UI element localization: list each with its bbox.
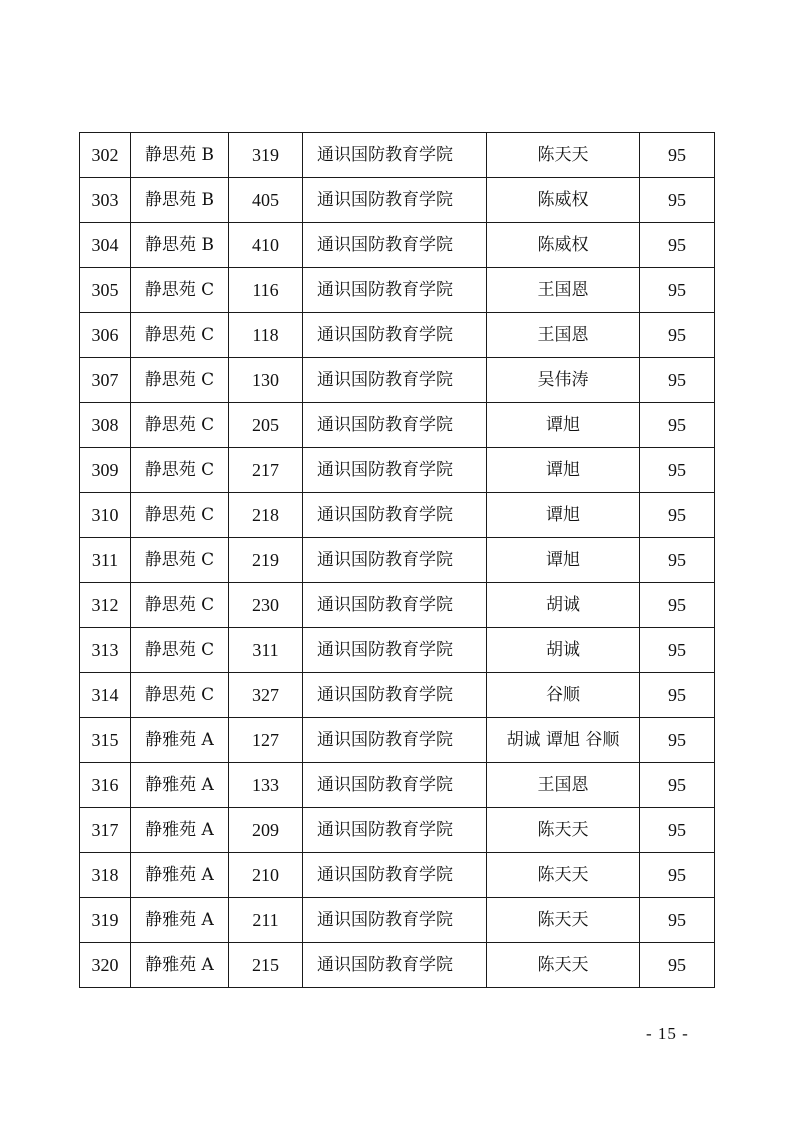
college-cell: 通识国防教育学院 [303,493,487,538]
score-cell: 95 [640,718,715,763]
college-cell: 通识国防教育学院 [303,358,487,403]
row-number-cell: 307 [80,358,131,403]
score-cell: 95 [640,178,715,223]
score-cell: 95 [640,583,715,628]
table-row [80,718,715,763]
building-cell: 静雅苑 A [131,808,229,853]
counselor-cell: 王国恩 [487,763,640,808]
counselor-cell: 谭旭 [487,538,640,583]
building-cell: 静思苑 C [131,673,229,718]
building-cell: 静思苑 B [131,178,229,223]
score-cell: 95 [640,898,715,943]
building-cell: 静思苑 C [131,268,229,313]
building-cell: 静思苑 B [131,223,229,268]
college-cell: 通识国防教育学院 [303,538,487,583]
building-cell: 静雅苑 A [131,718,229,763]
building-cell: 静思苑 C [131,313,229,358]
building-cell: 静思苑 C [131,448,229,493]
table-row [80,628,715,673]
college-cell: 通识国防教育学院 [303,853,487,898]
table-row [80,673,715,718]
score-cell: 95 [640,268,715,313]
counselor-cell: 谭旭 [487,493,640,538]
building-cell: 静思苑 B [131,133,229,178]
room-number-cell: 410 [229,223,303,268]
room-number-cell: 327 [229,673,303,718]
room-number-cell: 215 [229,943,303,988]
row-number-cell: 308 [80,403,131,448]
college-cell: 通识国防教育学院 [303,403,487,448]
score-cell: 95 [640,448,715,493]
table-row [80,403,715,448]
counselor-cell: 陈天天 [487,943,640,988]
counselor-cell: 胡诚 谭旭 谷顺 [487,718,640,763]
room-number-cell: 217 [229,448,303,493]
score-cell: 95 [640,313,715,358]
row-number-cell: 302 [80,133,131,178]
table-row [80,943,715,988]
college-cell: 通识国防教育学院 [303,313,487,358]
row-number-cell: 303 [80,178,131,223]
counselor-cell: 胡诚 [487,628,640,673]
counselor-cell: 陈天天 [487,853,640,898]
room-number-cell: 205 [229,403,303,448]
score-cell: 95 [640,358,715,403]
row-number-cell: 315 [80,718,131,763]
row-number-cell: 312 [80,583,131,628]
counselor-cell: 陈威权 [487,223,640,268]
row-number-cell: 314 [80,673,131,718]
counselor-cell: 谭旭 [487,403,640,448]
counselor-cell: 陈威权 [487,178,640,223]
score-cell: 95 [640,943,715,988]
score-cell: 95 [640,673,715,718]
counselor-cell: 谭旭 [487,448,640,493]
row-number-cell: 313 [80,628,131,673]
table-body [80,133,715,988]
building-cell: 静思苑 C [131,538,229,583]
college-cell: 通识国防教育学院 [303,673,487,718]
score-cell: 95 [640,763,715,808]
room-number-cell: 219 [229,538,303,583]
building-cell: 静雅苑 A [131,853,229,898]
college-cell: 通识国防教育学院 [303,268,487,313]
table-row [80,493,715,538]
row-number-cell: 318 [80,853,131,898]
room-number-cell: 210 [229,853,303,898]
table-row [80,313,715,358]
row-number-cell: 311 [80,538,131,583]
counselor-cell: 陈天天 [487,898,640,943]
college-cell: 通识国防教育学院 [303,448,487,493]
room-number-cell: 218 [229,493,303,538]
table-row [80,853,715,898]
table-row [80,808,715,853]
room-number-cell: 311 [229,628,303,673]
building-cell: 静思苑 C [131,583,229,628]
table-row [80,898,715,943]
score-cell: 95 [640,538,715,583]
room-number-cell: 405 [229,178,303,223]
room-number-cell: 211 [229,898,303,943]
table-row [80,583,715,628]
college-cell: 通识国防教育学院 [303,718,487,763]
building-cell: 静思苑 C [131,628,229,673]
row-number-cell: 305 [80,268,131,313]
score-cell: 95 [640,493,715,538]
score-cell: 95 [640,223,715,268]
counselor-cell: 谷顺 [487,673,640,718]
counselor-cell: 王国恩 [487,313,640,358]
score-cell: 95 [640,808,715,853]
score-cell: 95 [640,133,715,178]
room-number-cell: 127 [229,718,303,763]
table-row [80,178,715,223]
table-row [80,133,715,178]
room-number-cell: 133 [229,763,303,808]
counselor-cell: 胡诚 [487,583,640,628]
inspection-table [79,132,715,988]
score-cell: 95 [640,403,715,448]
room-number-cell: 118 [229,313,303,358]
row-number-cell: 320 [80,943,131,988]
counselor-cell: 陈天天 [487,133,640,178]
score-cell: 95 [640,853,715,898]
row-number-cell: 310 [80,493,131,538]
college-cell: 通识国防教育学院 [303,133,487,178]
room-number-cell: 209 [229,808,303,853]
score-cell: 95 [640,628,715,673]
room-number-cell: 319 [229,133,303,178]
row-number-cell: 319 [80,898,131,943]
college-cell: 通识国防教育学院 [303,178,487,223]
table-row [80,223,715,268]
college-cell: 通识国防教育学院 [303,808,487,853]
row-number-cell: 317 [80,808,131,853]
room-number-cell: 230 [229,583,303,628]
building-cell: 静思苑 C [131,493,229,538]
table-row [80,358,715,403]
room-number-cell: 130 [229,358,303,403]
college-cell: 通识国防教育学院 [303,763,487,808]
row-number-cell: 309 [80,448,131,493]
table-row [80,763,715,808]
counselor-cell: 吴伟涛 [487,358,640,403]
counselor-cell: 陈天天 [487,808,640,853]
college-cell: 通识国防教育学院 [303,223,487,268]
table-row [80,448,715,493]
building-cell: 静雅苑 A [131,898,229,943]
college-cell: 通识国防教育学院 [303,898,487,943]
row-number-cell: 304 [80,223,131,268]
building-cell: 静思苑 C [131,403,229,448]
room-number-cell: 116 [229,268,303,313]
counselor-cell: 王国恩 [487,268,640,313]
row-number-cell: 316 [80,763,131,808]
college-cell: 通识国防教育学院 [303,583,487,628]
college-cell: 通识国防教育学院 [303,943,487,988]
page-number: - 15 - [646,1024,689,1043]
building-cell: 静思苑 C [131,358,229,403]
table-row [80,268,715,313]
table-row [80,538,715,583]
building-cell: 静雅苑 A [131,763,229,808]
building-cell: 静雅苑 A [131,943,229,988]
college-cell: 通识国防教育学院 [303,628,487,673]
row-number-cell: 306 [80,313,131,358]
